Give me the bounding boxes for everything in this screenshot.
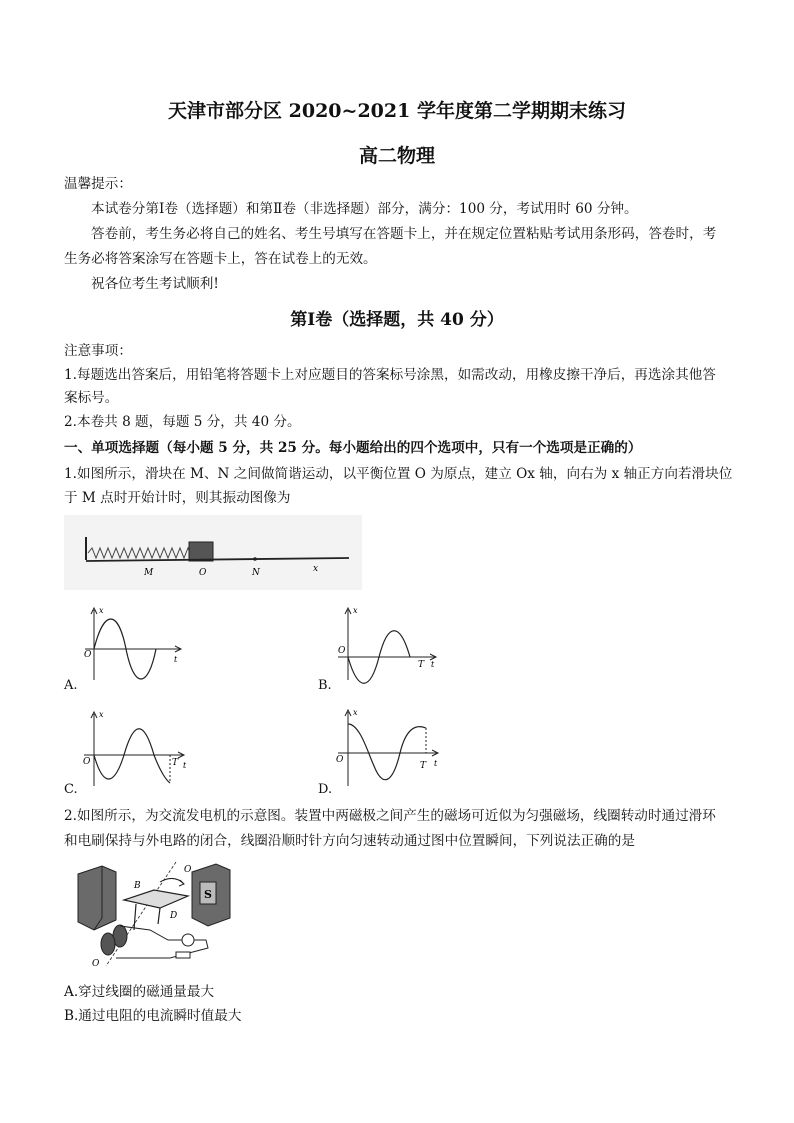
option-c-graph	[80, 708, 192, 790]
svg-text:x: x	[353, 708, 358, 717]
svg-text:t: t	[183, 761, 187, 770]
notes-heading: 注意事项：	[64, 343, 132, 359]
option-c-label: C.	[64, 782, 78, 797]
option-a-label: A.	[64, 678, 78, 693]
note-1b: 案标号。	[64, 390, 119, 406]
option-d-graph	[332, 706, 444, 790]
svg-text:T: T	[418, 660, 425, 670]
note-2: 2.本卷共 8 题，每题 5 分，共 40 分。	[64, 414, 301, 430]
svg-text:T: T	[172, 758, 179, 768]
question-2-option-b: B.通过电阻的电流瞬时值最大	[64, 1008, 242, 1024]
intro-heading: 温馨提示：	[64, 176, 132, 192]
ac-generator-figure	[76, 860, 234, 970]
note-1a: 1.每题选出答案后，用铅笔将答题卡上对应题目的答案标号涂黑，如需改动，用橡皮擦干净后，再选涂其他答	[64, 367, 716, 383]
label-d: D	[170, 911, 178, 921]
label-m: M	[144, 568, 154, 578]
svg-text:t: t	[434, 759, 438, 768]
svg-text:O: O	[336, 755, 344, 765]
question-2-option-a: A.穿过线圈的磁通量最大	[64, 984, 215, 1000]
svg-text:t: t	[431, 660, 435, 669]
exam-title: 天津市部分区 2020~2021 学年度第二学期期末练习	[168, 100, 626, 122]
svg-text:x: x	[99, 606, 104, 615]
question-2-text-a: 2.如图所示，为交流发电机的示意图。装置中两磁极之间产生的磁场可近似为匀强磁场，线圈转动时通过滑环	[64, 808, 716, 824]
svg-text:x: x	[353, 606, 358, 615]
intro-paragraph-3: 祝各位考生考试顺利!	[91, 276, 219, 292]
question-1-text-b: 于 M 点时开始计时，则其振动图像为	[64, 490, 291, 506]
svg-text:x: x	[99, 710, 104, 719]
label-b: B	[134, 881, 141, 891]
svg-text:O: O	[338, 646, 346, 656]
svg-text:t: t	[174, 655, 178, 664]
question-2-text-b: 和电刷保持与外电路的闭合，线圈沿顺时针方向匀速转动通过图中位置瞬间，下列说法正确的是	[64, 833, 635, 849]
option-a-graph	[80, 604, 192, 684]
label-o-top: O	[184, 865, 192, 875]
label-o: O	[199, 568, 207, 578]
option-b-graph	[330, 604, 442, 684]
label-o-bottom: O	[92, 959, 100, 969]
svg-text:T: T	[420, 761, 427, 771]
option-d-label: D.	[318, 782, 333, 797]
label-n: N	[252, 568, 260, 578]
intro-paragraph-1: 本试卷分第Ⅰ卷（选择题）和第Ⅱ卷（非选择题）部分，满分：100 分，考试用时 60 分钟。	[91, 201, 638, 217]
section-title: 第Ⅰ卷（选择题，共 40 分）	[290, 310, 504, 330]
label-s: S	[204, 888, 212, 901]
question-1-text-a: 1.如图所示，滑块在 M、N 之间做简谐运动，以平衡位置 O 为原点，建立 Ox 轴，向右为 x 轴正方向若滑块位	[64, 466, 733, 482]
svg-text:O: O	[84, 650, 92, 660]
option-b-label: B.	[318, 678, 332, 693]
spring-block-figure	[64, 515, 362, 590]
part-heading: 一、单项选择题（每小题 5 分，共 25 分。每小题给出的四个选项中，只有一个选项是正确的）	[64, 440, 642, 456]
exam-subject: 高二物理	[358, 145, 435, 167]
intro-paragraph-2a: 答卷前，考生务必将自己的姓名、考生号填写在答题卡上，并在规定位置粘贴考试用条形码，答卷时，考	[91, 226, 717, 242]
svg-text:O: O	[83, 757, 91, 767]
intro-paragraph-2b: 生务必将答案涂写在答题卡上，答在试卷上的无效。	[64, 251, 377, 267]
label-x: x	[313, 564, 319, 574]
